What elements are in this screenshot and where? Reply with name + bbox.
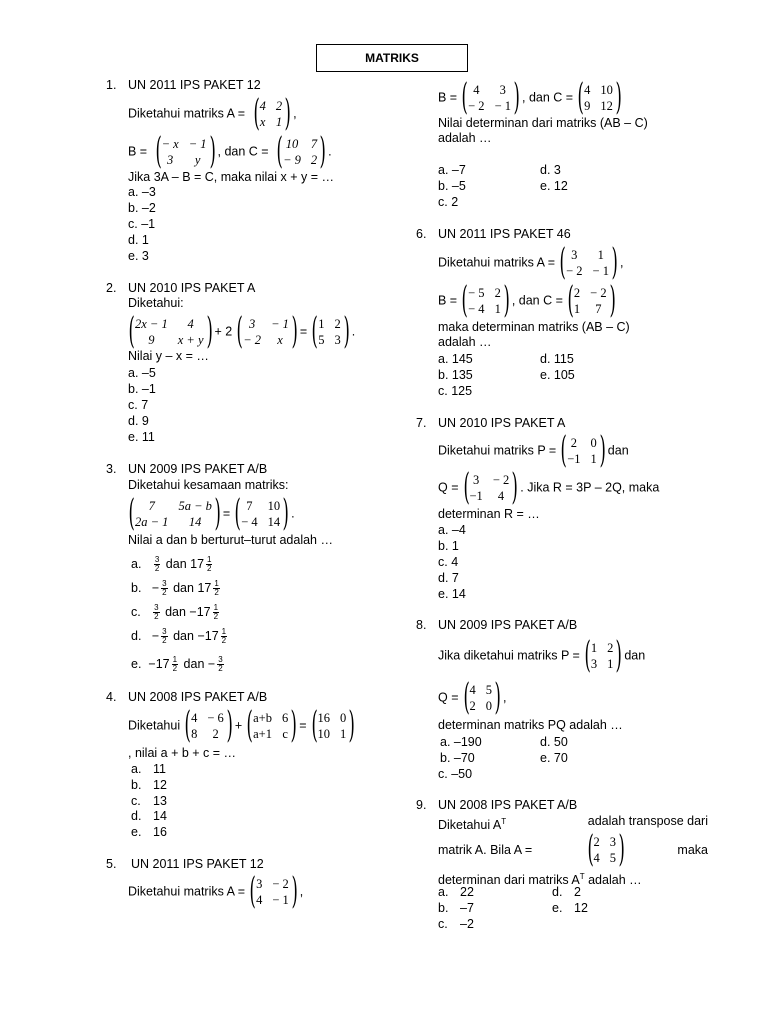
question-text: adalah … [438, 131, 492, 145]
answer-option[interactable]: d. 7 [438, 571, 459, 585]
answer-option[interactable]: c. 125 [438, 384, 473, 398]
matrix-entry: − 2 [492, 473, 510, 487]
matrix-entry: 3 [256, 877, 263, 891]
matrix-entry: − 2 [468, 99, 485, 113]
answer-option[interactable]: b. –70 [440, 751, 475, 765]
matrix-entry: 14 [188, 515, 202, 529]
matrix-entry: 4 [191, 711, 198, 725]
matrix-entry: 2 [275, 99, 283, 113]
question-text: determinan dari matriks $A^T$ adalah … [438, 872, 642, 888]
question-source: UN 2011 IPS PAKET 12 [131, 857, 264, 871]
matrix-entry: 1 [590, 452, 597, 466]
matrix-entry: 1 [494, 302, 501, 316]
matrix-entry: 3 [609, 835, 617, 849]
answer-option[interactable]: d. 1 [128, 233, 149, 247]
matrix-entry: 2 [212, 727, 219, 741]
matrix-entry: 4 [256, 893, 263, 907]
answer-option[interactable]: a. –7 [438, 163, 466, 177]
matrix-entry: 5a − b [178, 499, 212, 513]
answer-option[interactable]: b. − $\frac{3}{2}$ dan 17 $\frac{1}{2}$ [131, 579, 219, 598]
answer-option[interactable]: e. 14 [438, 587, 466, 601]
matrix-entry: y [194, 153, 201, 167]
answer-option[interactable]: d. 2 [552, 885, 581, 899]
matrix-line: Diketahui matriks A = ( 4 2 x 1 ) , [128, 93, 297, 134]
matrix-entry: 3 [499, 83, 506, 97]
matrix-entry: 6 [281, 711, 289, 725]
matrix-entry: 7 [595, 302, 602, 316]
answer-option[interactable]: a. –5 [128, 366, 156, 380]
answer-option[interactable]: b. –2 [128, 201, 156, 215]
matrix-entry: 12 [600, 99, 613, 113]
question-number: 7. [416, 416, 427, 430]
answer-option[interactable]: b. –5 [438, 179, 466, 193]
answer-option[interactable]: c. –2 [438, 917, 474, 931]
answer-option[interactable]: c. 4 [438, 555, 459, 569]
answer-option[interactable]: a. –3 [128, 185, 156, 199]
matrix-line: Diketahui matriks A = ( 3 1 − 2 − 1 ) , [438, 242, 624, 283]
matrix-entry: − 1 [592, 264, 609, 278]
matrix-entry: 16 [317, 711, 331, 725]
answer-option[interactable]: b. –1 [128, 382, 156, 396]
answer-option[interactable]: a. $\frac{3}{2}$ dan 17 $\frac{1}{2}$ [131, 555, 212, 574]
matrix-entry: 9 [148, 333, 155, 347]
matrix-b: ( − x − 1 3 y ) [155, 131, 216, 172]
matrix-entry: 2 [310, 153, 318, 167]
question-number: 9. [416, 798, 427, 812]
matrix-entry: − 4 [468, 302, 485, 316]
matrix-entry: 2 [494, 286, 501, 300]
answer-option[interactable]: e. 11 [128, 430, 155, 444]
matrix-a: ( 4 2 x 1 ) [253, 93, 291, 134]
answer-option[interactable]: e. 12 [540, 179, 568, 193]
question-text: Nilai determinan dari matriks (AB – C) [438, 116, 648, 130]
question-source: UN 2011 IPS PAKET 46 [438, 227, 571, 241]
matrix-equation: ( 2x − 1 4 9 x + y ) + 2 ( 3 − 1 − 2 x ) = ( 1 2 5 3 ) . [128, 311, 356, 352]
matrix-entry: 2 [334, 317, 341, 331]
matrix-line: B = ( − x − 1 3 y ) , dan C = ( 10 7 − 9 2 ) . [128, 131, 332, 172]
question-number: 1. [106, 78, 117, 92]
matrix-entry: 4 [593, 851, 600, 865]
matrix-entry: 5 [318, 333, 325, 347]
matrix-entry: 1 [607, 657, 614, 671]
matrix-entry: − 4 [241, 515, 258, 529]
answer-option[interactable]: a. –4 [438, 523, 466, 537]
question-number: 4. [106, 690, 117, 704]
answer-option[interactable]: e. −17 $\frac{1}{2}$ dan − $\frac{3}{2}$ [131, 655, 223, 674]
question-text: determinan R = … [438, 507, 540, 521]
matrix-entry: 10 [285, 137, 299, 151]
answer-option[interactable]: c. 2 [438, 195, 459, 209]
matrix-entry: − 5 [468, 286, 485, 300]
question-source: UN 2010 IPS PAKET A [438, 416, 566, 430]
matrix-entry: 3 [473, 473, 480, 487]
matrix-entry: 14 [267, 515, 281, 529]
answer-option[interactable]: e. 3 [128, 249, 149, 263]
matrix-entry: 7 [246, 499, 253, 513]
question-source: UN 2009 IPS PAKET A/B [438, 618, 578, 632]
matrix-entry: 2a − 1 [135, 515, 169, 529]
answer-option[interactable]: e. 12 [552, 901, 588, 915]
answer-option[interactable]: d. 9 [128, 414, 149, 428]
matrix-line: Q = ( 4 5 2 0 ) , [438, 677, 507, 718]
question-text: maka determinan matriks (AB – C) [438, 320, 630, 334]
matrix-line: Q = ( 3 − 2 −1 4 ) . Jika R = 3P – 2Q, maka [438, 467, 660, 508]
answer-option[interactable]: b. 1 [438, 539, 459, 553]
matrix-entry: 2 [593, 835, 600, 849]
page-title: MATRIKS [316, 44, 468, 72]
matrix-entry: 2 [469, 699, 476, 713]
question-text: Nilai a dan b berturut–turut adalah … [128, 533, 333, 547]
matrix-entry: x + y [177, 333, 204, 347]
matrix-entry: x [277, 333, 283, 347]
matrix-entry: 8 [191, 727, 198, 741]
answer-option[interactable]: d. 50 [540, 735, 568, 749]
matrix-entry: 0 [590, 436, 597, 450]
answer-option[interactable]: c. –1 [128, 217, 156, 231]
matrix-line: matrik A. Bila A = ( 2 3 4 5 ) maka [438, 829, 708, 870]
question-number: 5. [106, 857, 117, 871]
matrix-entry: 3 [249, 317, 256, 331]
matrix-entry: − 2 [566, 264, 583, 278]
matrix-entry: 4 [497, 489, 505, 503]
matrix-line: Jika diketahui matriks P = ( 1 2 3 1 ) dan [438, 635, 646, 676]
answer-option[interactable]: d. − $\frac{3}{2}$ dan −17 $\frac{1}{2}$ [131, 627, 227, 646]
matrix-entry: − 6 [207, 711, 224, 725]
question-text: Diketahui kesamaan matriks: [128, 478, 289, 492]
matrix-entry: 4 [584, 83, 591, 97]
matrix-entry: 9 [584, 99, 591, 113]
question-number: 3. [106, 462, 117, 476]
answer-option[interactable]: d. 115 [540, 352, 574, 366]
matrix-entry: 2 [607, 641, 614, 655]
matrix-entry: a+b [253, 711, 272, 725]
matrix-entry: c [282, 727, 288, 741]
answer-option[interactable]: e. 16 [131, 825, 167, 839]
matrix-entry: 0 [485, 699, 492, 713]
matrix-entry: − 2 [272, 877, 289, 891]
answer-option[interactable]: b. 12 [131, 778, 167, 792]
answer-option[interactable]: a. 11 [131, 762, 166, 776]
question-number: 8. [416, 618, 427, 632]
matrix-entry: 10 [317, 727, 331, 741]
answer-option[interactable]: b. 135 [438, 368, 473, 382]
matrix-entry: − 2 [590, 286, 607, 300]
matrix-entry: 2x − 1 [135, 317, 168, 331]
matrix-line: Diketahui matriks P = ( 2 0 −1 1 ) dan [438, 430, 629, 471]
matrix-entry: 2 [573, 286, 581, 300]
matrix-entry: − 1 [271, 317, 289, 331]
question-text: adalah … [438, 335, 492, 349]
matrix-entry: 2 [570, 436, 578, 450]
question-text: determinan matriks PQ adalah … [438, 718, 623, 732]
answer-option[interactable]: e. 70 [540, 751, 568, 765]
answer-option[interactable]: a. –190 [440, 735, 482, 749]
matrix-entry: 1 [597, 248, 604, 262]
question-source: UN 2008 IPS PAKET A/B [128, 690, 268, 704]
matrix-entry: x [259, 115, 266, 129]
question-text: Nilai y – x = … [128, 349, 209, 363]
matrix-entry: − 9 [283, 153, 301, 167]
answer-option[interactable]: e. 105 [540, 368, 575, 382]
matrix-entry: a+1 [253, 727, 272, 741]
matrix-line: B = ( 4 3 − 2 − 1 ) , dan C = ( 4 10 9 12 ) [438, 77, 622, 118]
matrix-equation: ( 7 5a − b 2a − 1 14 ) = ( 7 10 − 4 14 ) . [128, 493, 295, 534]
question-text: Diketahui: [128, 296, 184, 310]
matrix-entry: 7 [148, 499, 155, 513]
matrix-line: B = ( − 5 2 − 4 1 ) , dan C = ( 2 − 2 1 7 ) [438, 280, 616, 321]
question-number: 2. [106, 281, 117, 295]
matrix-entry: − x [161, 137, 179, 151]
matrix-entry: − 1 [272, 893, 289, 907]
matrix-entry: 0 [340, 711, 347, 725]
question-source: UN 2008 IPS PAKET A/B [438, 798, 578, 812]
matrix-line: Diketahui matriks A = ( 3 − 2 4 − 1 ) , [128, 871, 304, 912]
matrix-entry: 5 [485, 683, 492, 697]
matrix-entry: 3 [571, 248, 578, 262]
question-text: Jika 3A – B = C, maka nilai x + y = … [128, 170, 334, 184]
matrix-equation: Diketahui ( 4 − 6 8 2 ) + ( a+b 6 a+1 c ) = ( 16 0 10 1 ) [128, 705, 356, 746]
answer-option[interactable]: d. 14 [131, 809, 167, 823]
answer-option[interactable]: c. –50 [438, 767, 473, 781]
matrix-entry: −1 [567, 452, 581, 466]
matrix-entry: 5 [609, 851, 617, 865]
matrix-entry: 10 [600, 83, 613, 97]
question-text: , nilai a + b + c = … [128, 746, 237, 760]
answer-option[interactable]: c. $\frac{3}{2}$ dan −17 $\frac{1}{2}$ [131, 603, 219, 622]
matrix-entry: 3 [334, 333, 341, 347]
answer-option[interactable]: b. –7 [438, 901, 474, 915]
matrix-entry: − 1 [494, 99, 511, 113]
matrix-entry: 7 [310, 137, 318, 151]
matrix-entry: 4 [259, 99, 266, 113]
matrix-entry: 10 [267, 499, 281, 513]
answer-option[interactable]: a. 22 [438, 885, 474, 899]
answer-option[interactable]: d. 3 [540, 163, 561, 177]
answer-option[interactable]: c. 7 [128, 398, 149, 412]
matrix-entry: 3 [590, 657, 598, 671]
question-number: 6. [416, 227, 427, 241]
matrix-entry: 3 [167, 153, 174, 167]
matrix-entry: 4 [473, 83, 480, 97]
matrix-entry: − 2 [243, 333, 262, 347]
question-source: UN 2010 IPS PAKET A [128, 281, 256, 295]
answer-option[interactable]: c. 13 [131, 794, 167, 808]
matrix-entry: 4 [469, 683, 476, 697]
question-source: UN 2009 IPS PAKET A/B [128, 462, 268, 476]
matrix-entry: 4 [187, 317, 194, 331]
matrix-entry: 1 [590, 641, 598, 655]
answer-option[interactable]: a. 145 [438, 352, 473, 366]
question-text: Diketahui $A^T$ adalah transpose dari [438, 814, 708, 833]
matrix-entry: 1 [340, 727, 347, 741]
matrix-entry: 1 [318, 317, 325, 331]
question-source: UN 2011 IPS PAKET 12 [128, 78, 261, 92]
matrix-entry: −1 [469, 489, 483, 503]
matrix-c: ( 10 7 − 9 2 ) [276, 131, 326, 172]
matrix-entry: 1 [275, 115, 283, 129]
matrix-entry: − 1 [188, 137, 207, 151]
matrix-entry: 1 [573, 302, 581, 316]
